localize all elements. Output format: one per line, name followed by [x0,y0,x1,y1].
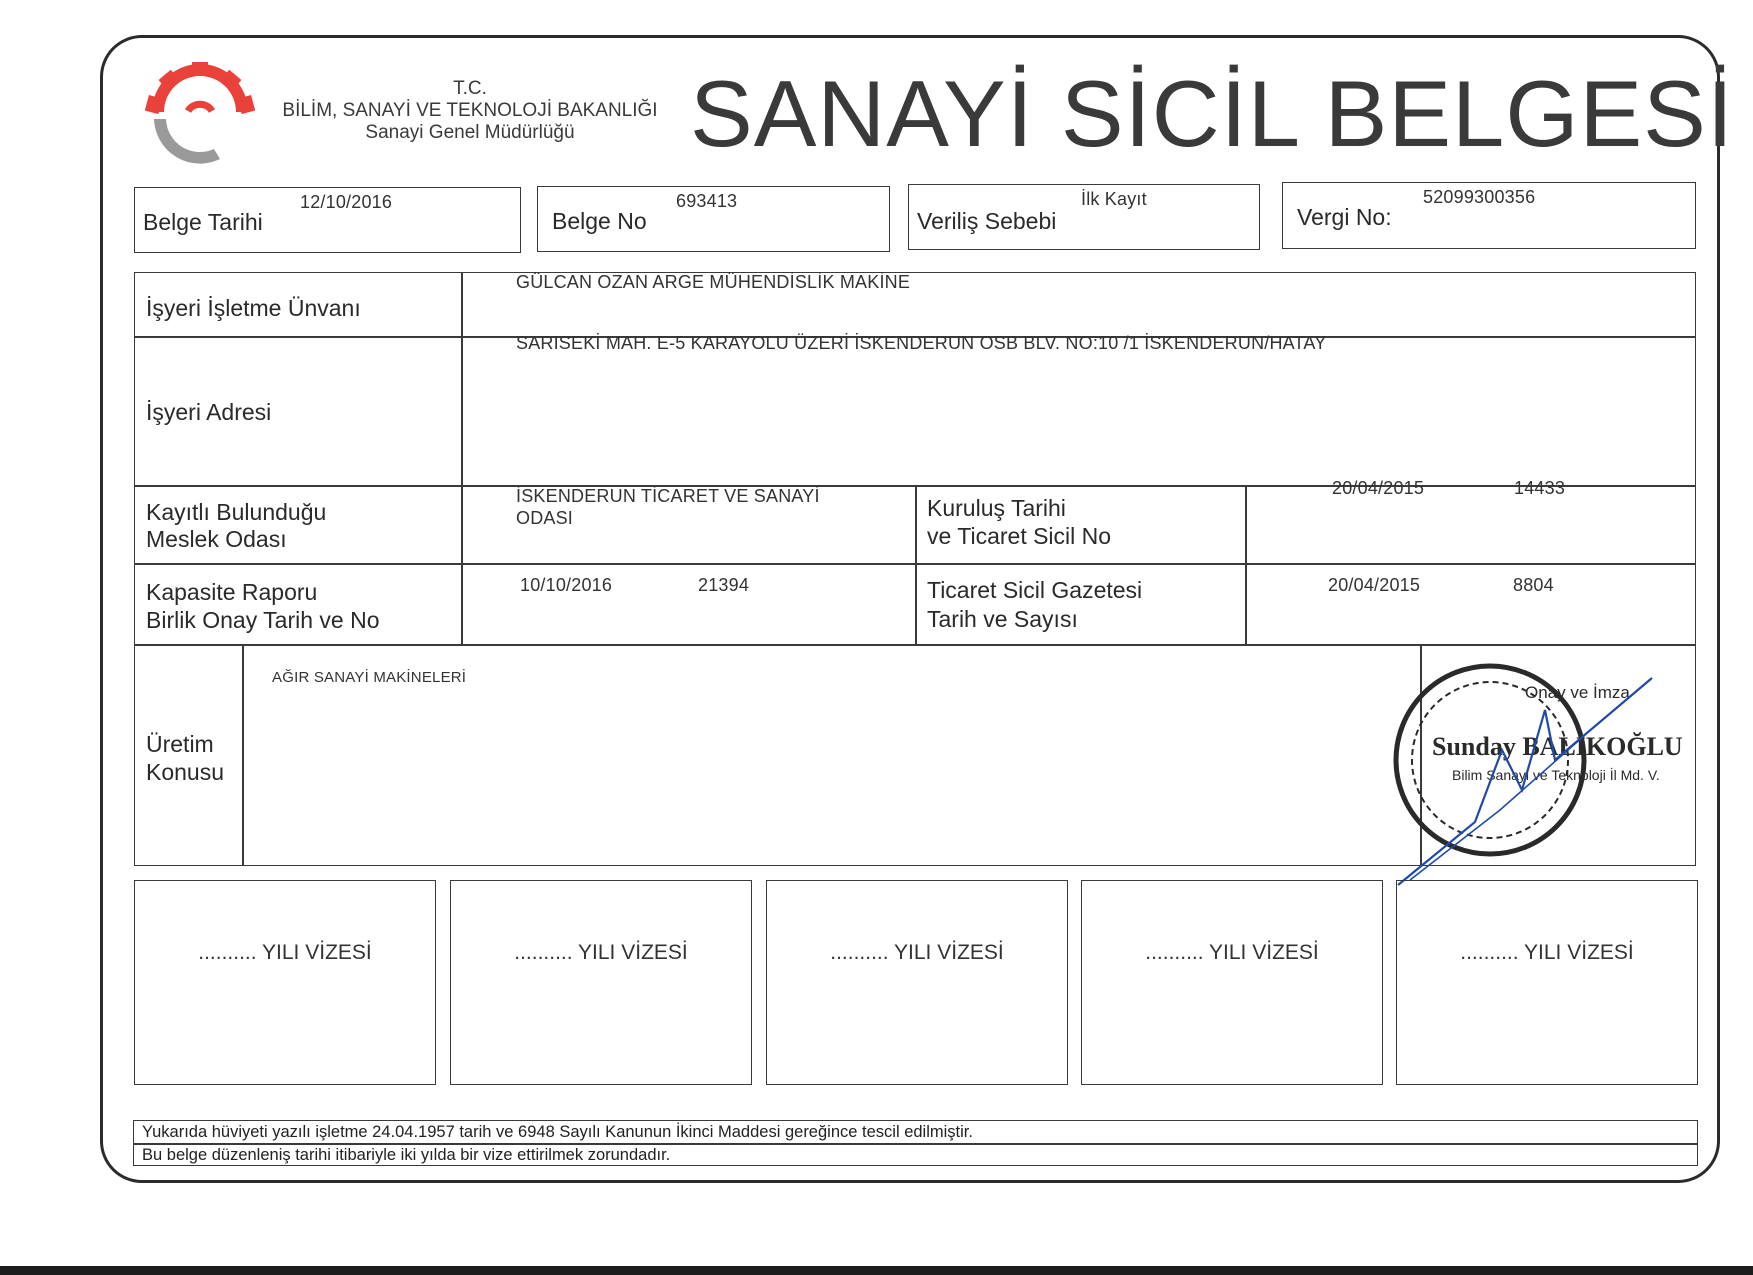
adres-value: SARISEKİ MAH. E-5 KARAYOLU ÜZERİ İSKENDERUN OSB BLV. NO:10 /1 İSKENDERUN/HATAY [516,333,1327,353]
visa-box-1 [134,880,436,1085]
stamp-sub-text: Bilim Sanayi ve Teknoloji İl Md. V. [1452,767,1660,783]
belge-tarihi-value: 12/10/2016 [300,192,393,212]
gazete-sayi-value: 8804 [1513,575,1554,595]
visa-label-4: .......... YILI VİZESİ [1145,941,1319,964]
uretim-label-1: Üretim [146,731,214,757]
visa-box-5 [1396,880,1698,1085]
meslek-label-2: Meslek Odası [146,526,287,552]
unvan-label: İşyeri İşletme Ünvanı [146,295,361,321]
footer-line-1: Yukarıda hüviyeti yazılı işletme 24.04.1957 tarih ve 6948 Sayılı Kanunun İkinci Maddesi gereğince tescil edilmiştir. [142,1123,973,1141]
uretim-label-2: Konusu [146,759,225,785]
kapasite-label-1: Kapasite Raporu [146,579,318,605]
adres-label: İşyeri Adresi [146,399,272,425]
kurulus-label-2: ve Ticaret Sicil No [927,523,1112,549]
visa-label-2: .......... YILI VİZESİ [514,941,688,964]
meslek-value-2: ODASI [516,508,574,528]
kurulus-label-1: Kuruluş Tarihi [927,495,1066,521]
gazete-label-1: Ticaret Sicil Gazetesi [927,577,1143,603]
sicil-no-value: 14433 [1514,478,1566,498]
footer-box [133,1120,1698,1166]
kapasite-no-value: 21394 [698,575,750,595]
gazete-label-2: Tarih ve Sayısı [927,606,1078,632]
stamp-approval-text: Onay ve İmza [1525,683,1630,702]
visa-box-2 [450,880,752,1085]
belge-tarihi-field [134,187,521,253]
ministry-logo-icon [140,62,270,167]
official-stamp-icon [1380,640,1710,890]
kapasite-label-2: Birlik Onay Tarih ve No [146,607,380,633]
stamp-name: Sunday BALIKOĞLU [1432,732,1683,761]
meslek-value-1: İSKENDERUN TİCARET VE SANAYİ [516,486,820,506]
visa-box-3 [766,880,1068,1085]
unvan-value: GÜLCAN OZAN ARGE MÜHENDİSLİK MAKİNE [516,272,911,292]
visa-box-4 [1081,880,1383,1085]
belge-no-label: Belge No [552,208,647,234]
belge-no-field [537,186,890,252]
visa-label-3: .......... YILI VİZESİ [830,941,1004,964]
ministry-tc: T.C. [453,78,487,99]
ministry-name: BİLİM, SANAYİ VE TEKNOLOJİ BAKANLIĞI [282,100,658,121]
kurulus-tarih-value: 20/04/2015 [1332,478,1425,498]
belge-tarihi-label: Belge Tarihi [143,209,263,235]
vergi-no-value: 52099300356 [1423,187,1536,207]
verilis-sebebi-field [908,184,1260,250]
ministry-department: Sanayi Genel Müdürlüğü [365,122,575,143]
scan-edge [0,1266,1753,1275]
gazete-tarih-value: 20/04/2015 [1328,575,1421,595]
visa-label-1: .......... YILI VİZESİ [198,941,372,964]
document-title: SANAYİ SİCİL BELGESİ [690,61,1734,166]
kapasite-tarih-value: 10/10/2016 [520,575,613,595]
belge-no-value: 693413 [676,191,738,211]
uretim-value: AĞIR SANAYİ MAKİNELERİ [272,669,467,686]
meslek-label-1: Kayıtlı Bulunduğu [146,499,327,525]
visa-label-5: .......... YILI VİZESİ [1460,941,1634,964]
footer-line-2: Bu belge düzenleniş tarihi itibariyle iki yılda bir vize ettirilmek zorundadır. [142,1146,671,1164]
vergi-no-field [1282,182,1696,249]
vergi-no-label: Vergi No: [1297,204,1392,230]
verilis-sebebi-value: İlk Kayıt [1081,189,1147,209]
verilis-sebebi-label: Veriliş Sebebi [917,208,1057,234]
